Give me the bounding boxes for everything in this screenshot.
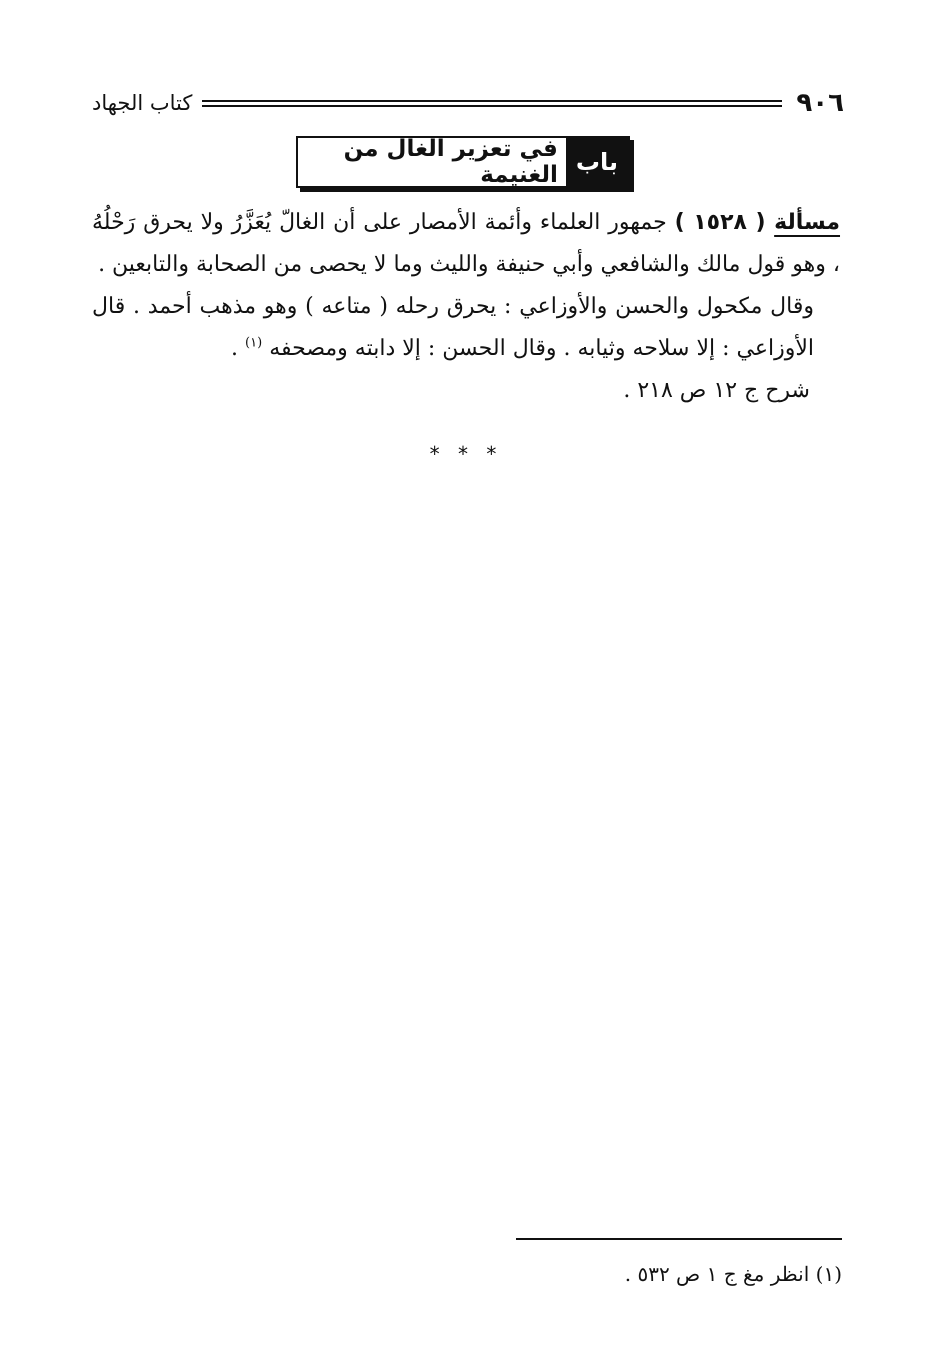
issue-word: مسألة — [774, 210, 841, 235]
opinions-text: وقال مكحول والحسن والأوزاعي : يحرق رحله ( متاعه ) وهو مذهب أحمد . قال الأوزاعي : إلا سلاحه وثيابه . وقال الحسن : إلا دابته ومصحفه — [92, 294, 814, 361]
book-title: كتاب الجهاد — [92, 91, 193, 115]
footnote: (١) انظر مغ ج ١ ص ٥٣٢ . — [624, 1262, 842, 1286]
chapter-heading-box — [296, 136, 630, 188]
issue-label — [675, 210, 840, 235]
main-text — [92, 202, 840, 412]
opinions-paragraph — [92, 286, 840, 370]
source-reference: شرح ج ١٢ ص ٢١٨ . — [623, 378, 810, 403]
chapter-title: في تعزير الغال من الغنيمة — [343, 136, 558, 188]
issue-number: ( ١٥٢٨ ) — [674, 210, 766, 235]
issue-text: جمهور العلماء وأئمة الأمصار على أن الغالّ يُعَزَّرُ ولا يحرق رَحْلُهُ ، وهو قول مالك والشافعي وأبي حنيفة والليث وما لا يحصى من الصحابة والتابعين . — [92, 210, 840, 277]
running-header — [92, 86, 844, 126]
issue-paragraph — [92, 202, 840, 286]
footnote-reference: (١) — [245, 335, 263, 351]
opinions-end: . — [231, 336, 246, 361]
page-number: ٩٠٦ — [796, 88, 844, 118]
section-separator: * * * — [429, 442, 503, 466]
footnote-rule — [516, 1238, 842, 1240]
chapter-label: باب — [566, 138, 628, 186]
header-rule — [202, 100, 782, 107]
